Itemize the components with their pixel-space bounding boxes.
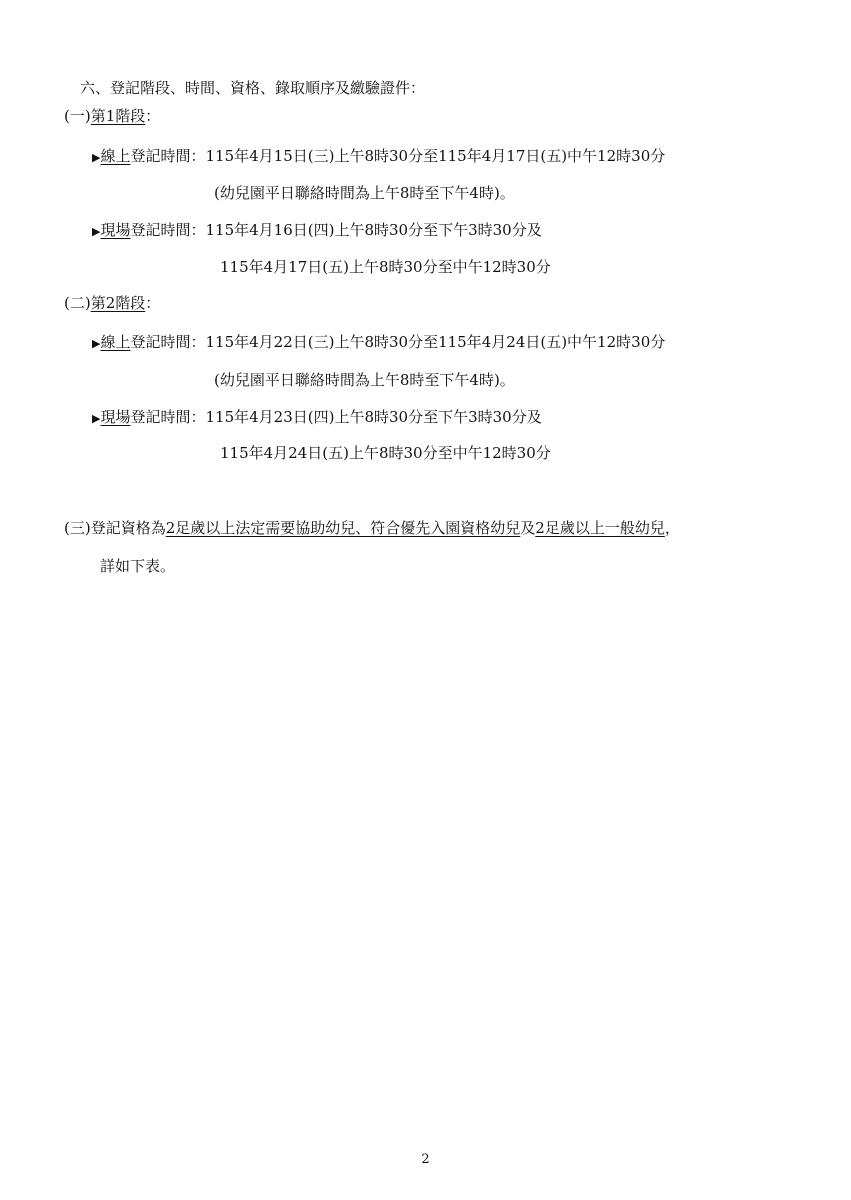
stage2-marker: (二) (64, 294, 91, 312)
stage2-online-time: 115年4月22日(三)上午8時30分至115年4月24日(五)中午12時30分 (205, 333, 666, 351)
stage1-online-label: 線上 (100, 147, 131, 165)
stage1-heading (64, 106, 160, 126)
stage3-paragraph (64, 518, 680, 538)
arrow-icon: ▶ (92, 412, 101, 425)
stage2-onsite-time1: 115年4月23日(四)上午8時30分至下午3時30分及 (205, 408, 542, 426)
stage1-marker: (一) (64, 107, 91, 125)
page-number: 2 (421, 1152, 430, 1167)
stage1-online-time: 115年4月15日(三)上午8時30分至115年4月17日(五)中午12時30分 (205, 147, 666, 165)
stage3-text-c: 及 (520, 519, 536, 537)
stage2-online-label: 線上 (100, 333, 131, 351)
arrow-icon: ▶ (92, 225, 101, 238)
stage2-online-line (92, 332, 665, 354)
arrow-icon: ▶ (92, 151, 101, 164)
stage2-onsite-label: 現場 (100, 408, 131, 426)
stage1-onsite-time1: 115年4月16日(四)上午8時30分至下午3時30分及 (205, 221, 542, 239)
stage1-colon: ： (145, 107, 161, 125)
stage1-title: 第1階段 (90, 107, 146, 125)
stage3-text-a: 登記資格為 (90, 519, 166, 537)
stage1-onsite-time2: 115年4月17日(五)上午8時30分至中午12時30分 (220, 258, 551, 276)
stage2-heading (64, 293, 160, 313)
stage1-online-note: (幼兒園平日聯絡時間為上午8時至下午4時)。 (214, 184, 515, 202)
stage2-onsite-time2: 115年4月24日(五)上午8時30分至中午12時30分 (220, 444, 551, 462)
stage3-marker: (三) (64, 519, 91, 537)
stage2-online-label-rest: 登記時間： (130, 333, 206, 351)
stage2-title: 第2階段 (90, 294, 146, 312)
section-heading: 六、登記階段、時間、資格、錄取順序及繳驗證件： (80, 79, 426, 97)
stage2-onsite-line (92, 407, 542, 429)
stage1-online-label-rest: 登記時間： (130, 147, 206, 165)
stage2-colon: ： (145, 294, 161, 312)
stage1-onsite-label: 現場 (100, 221, 131, 239)
stage3-text-d: 2足歲以上一般幼兒 (535, 519, 665, 537)
stage3-text-e: ， (664, 519, 680, 537)
stage2-online-note: (幼兒園平日聯絡時間為上午8時至下午4時)。 (214, 371, 515, 389)
stage3-continuation: 詳如下表。 (100, 557, 176, 575)
stage2-onsite-label-rest: 登記時間： (130, 408, 206, 426)
arrow-icon: ▶ (92, 337, 101, 350)
stage1-onsite-line (92, 220, 542, 242)
stage3-text-b: 2足歲以上法定需要協助幼兒、符合優先入園資格幼兒 (165, 519, 521, 537)
stage1-onsite-label-rest: 登記時間： (130, 221, 206, 239)
stage1-online-line (92, 146, 665, 168)
